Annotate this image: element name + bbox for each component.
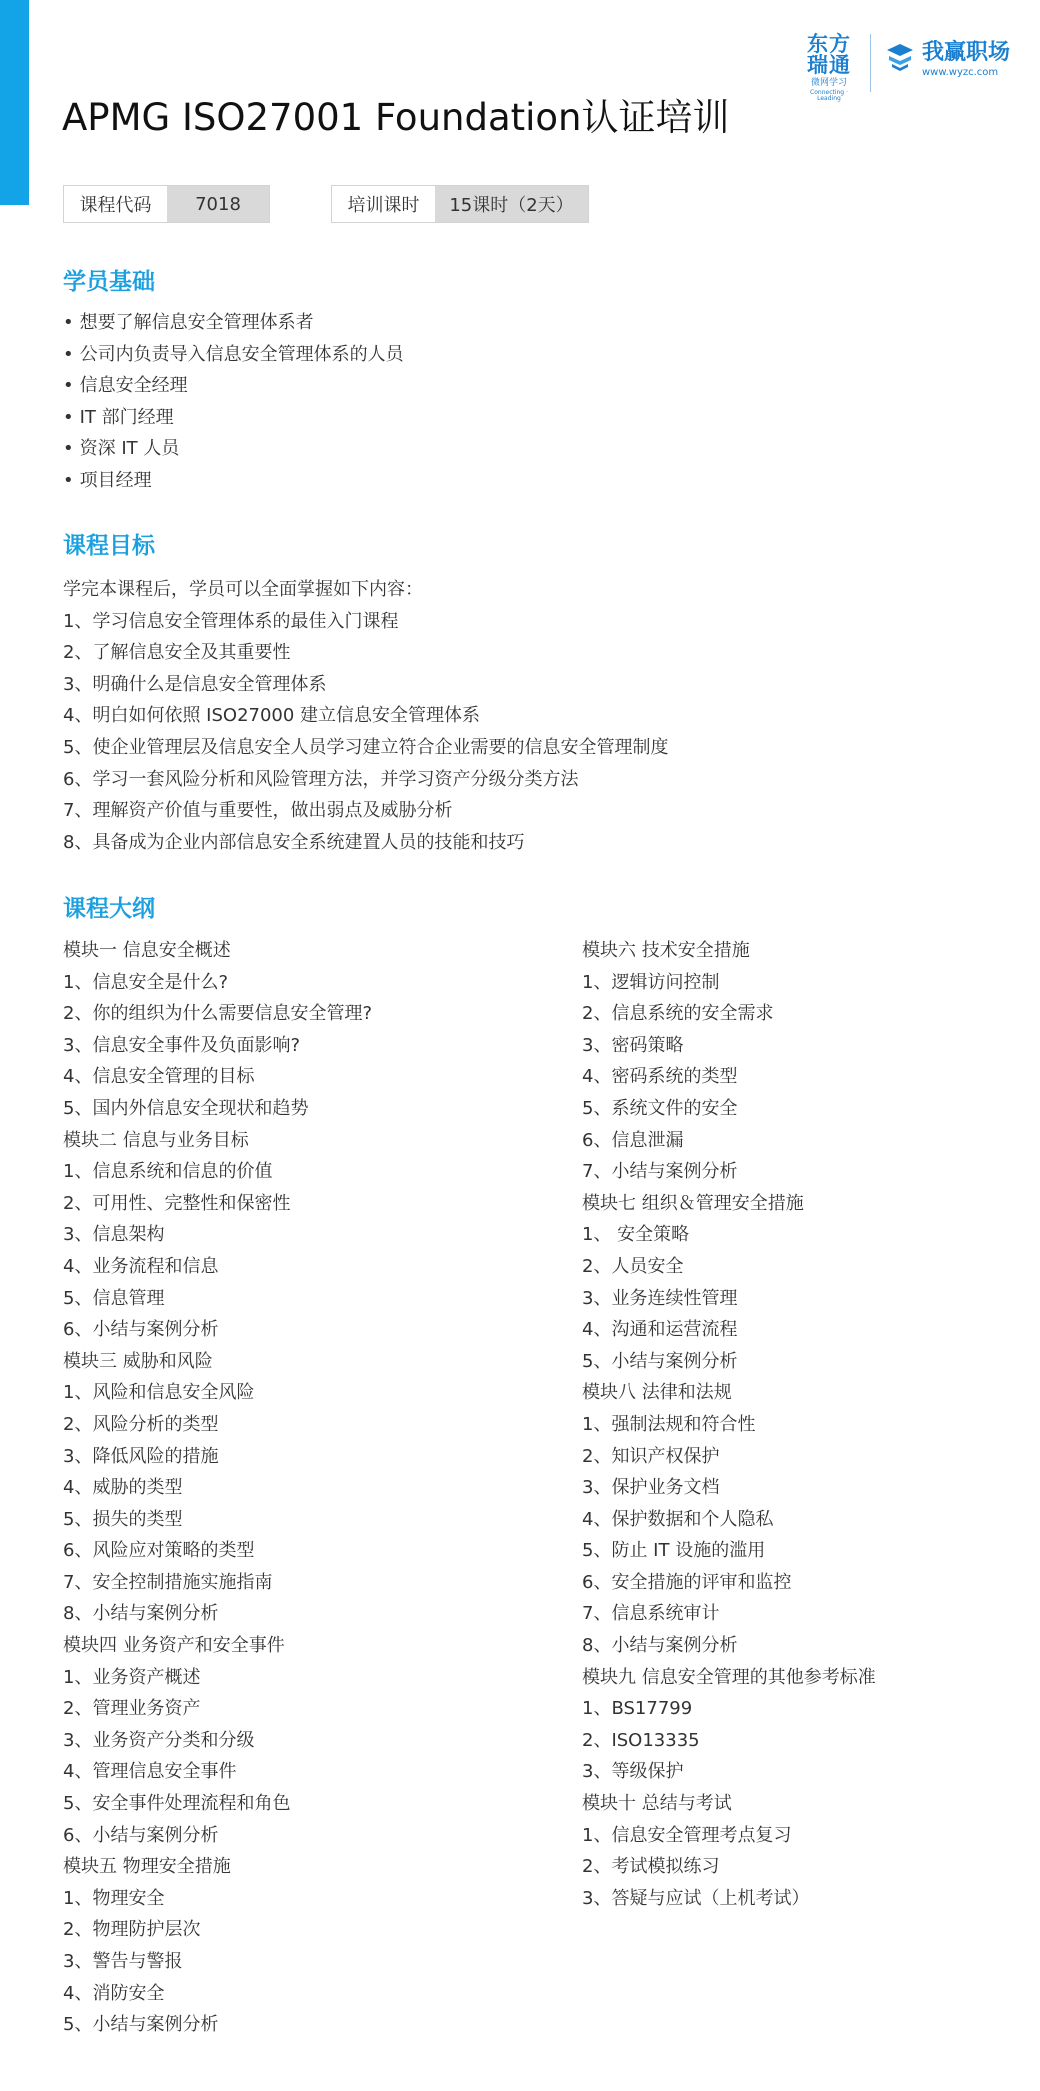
wyzc-logo-text	[922, 34, 1010, 78]
wyzc-logo-name: 我赢职场	[921, 40, 1010, 65]
outline-module-heading: 模块五 物理安全措施	[63, 1856, 231, 1878]
outline-item: 5、防止 IT 设施的滥用	[582, 1540, 766, 1562]
dfrt-logo-line3: 微网学习	[810, 78, 847, 88]
outline-item: 5、系统文件的安全	[582, 1097, 738, 1119]
outline-module-heading: 模块三 威胁和风险	[63, 1350, 213, 1372]
outline-item: 4、信息安全管理的目标	[63, 1066, 255, 1088]
outline-item: 5、信息管理	[63, 1287, 165, 1309]
outline-item: 6、小结与案例分析	[63, 1319, 219, 1341]
course-hours-value: 15课时（2天）	[435, 186, 588, 222]
outline-module-heading: 模块九 信息安全管理的其他参考标准	[582, 1666, 876, 1688]
outline-item: 1、风险和信息安全风险	[63, 1382, 255, 1404]
section-title-goals: 课程目标	[63, 533, 155, 559]
outline-item: 2、ISO13335	[582, 1729, 700, 1751]
outline-left-column	[63, 935, 372, 2041]
list-item: • 信息安全经理	[63, 370, 404, 402]
list-item: • IT 部门经理	[63, 402, 404, 434]
outline-item: 3、信息安全事件及负面影响?	[63, 1034, 301, 1056]
outline-item: 2、信息系统的安全需求	[582, 1003, 774, 1025]
outline-item: 2、管理业务资产	[63, 1698, 201, 1720]
outline-item: 2、人员安全	[582, 1255, 684, 1277]
outline-item: 4、管理信息安全事件	[63, 1761, 237, 1783]
outline-module-heading: 模块八 法律和法规	[582, 1382, 732, 1404]
outline-item: 2、可用性、完整性和保密性	[63, 1192, 291, 1214]
outline-item: 5、小结与案例分析	[63, 2014, 219, 2036]
list-item: 2、了解信息安全及其重要性	[63, 642, 291, 664]
outline-item: 7、小结与案例分析	[582, 1161, 738, 1183]
goals-list	[63, 574, 668, 858]
outline-module-heading: 模块十 总结与考试	[582, 1793, 732, 1815]
goals-intro: 学完本课程后，学员可以全面掌握如下内容：	[63, 579, 423, 600]
course-code-box	[63, 185, 270, 223]
list-item: 4、明白如何依照 ISO27000 建立信息安全管理体系	[63, 705, 481, 727]
logo-divider	[870, 34, 871, 92]
outline-item: 3、警告与警报	[63, 1951, 183, 1972]
outline-item: 4、密码系统的类型	[582, 1066, 738, 1088]
outline-item: 5、国内外信息安全现状和趋势	[63, 1097, 309, 1119]
dfrt-logo-line1: 东方	[806, 32, 851, 56]
outline-item: 7、安全控制措施实施指南	[63, 1571, 273, 1593]
outline-item: 8、小结与案例分析	[582, 1635, 738, 1657]
list-item: • 资深 IT 人员	[63, 433, 404, 465]
page-title: APMG ISO27001 Foundation认证培训	[62, 96, 730, 139]
wyzc-emblem-icon	[883, 40, 917, 74]
section-title-basics: 学员基础	[63, 269, 155, 295]
outline-item: 3、保护业务文档	[582, 1477, 720, 1499]
course-hours-box	[331, 185, 589, 223]
outline-item: 2、风险分析的类型	[63, 1413, 219, 1435]
outline-item: 8、小结与案例分析	[63, 1603, 219, 1625]
outline-item: 6、信息泄漏	[582, 1129, 684, 1151]
outline-item: 3、等级保护	[582, 1761, 684, 1783]
dfrt-logo	[800, 34, 858, 102]
outline-item: 1、物理安全	[63, 1887, 165, 1909]
outline-item: 4、保护数据和个人隐私	[582, 1508, 774, 1530]
list-item: 5、使企业管理层及信息安全人员学习建立符合企业需要的信息安全管理制度	[63, 736, 669, 758]
outline-item: 1、BS17799	[582, 1698, 693, 1720]
list-item: 7、理解资产价值与重要性，做出弱点及威胁分析	[63, 800, 453, 822]
outline-item: 5、小结与案例分析	[582, 1350, 738, 1372]
outline-item: 4、业务流程和信息	[63, 1255, 219, 1277]
list-item: • 公司内负责导入信息安全管理体系的人员	[63, 339, 404, 371]
outline-module-heading: 模块七 组织＆管理安全措施	[582, 1192, 804, 1214]
list-item: 1、学习信息安全管理体系的最佳入门课程	[63, 610, 399, 632]
outline-item: 1、业务资产概述	[63, 1666, 201, 1688]
outline-item: 5、安全事件处理流程和角色	[63, 1793, 291, 1815]
outline-item: 3、降低风险的措施	[63, 1445, 219, 1467]
outline-item: 3、业务资产分类和分级	[63, 1729, 255, 1751]
outline-item: 4、威胁的类型	[63, 1477, 183, 1499]
outline-item: 5、损失的类型	[63, 1508, 183, 1530]
outline-item: 4、沟通和运营流程	[582, 1319, 738, 1341]
list-item: • 想要了解信息安全管理体系者	[63, 307, 404, 339]
outline-item: 1、信息系统和信息的价值	[63, 1161, 273, 1183]
basics-list	[63, 307, 404, 497]
outline-module-heading: 模块二 信息与业务目标	[63, 1129, 249, 1151]
outline-item: 2、考试模拟练习	[582, 1856, 720, 1878]
section-title-outline: 课程大纲	[63, 896, 155, 922]
outline-item: 1、信息安全管理考点复习	[582, 1824, 792, 1846]
outline-item: 3、业务连续性管理	[582, 1287, 738, 1309]
logo-group	[800, 34, 1010, 102]
outline-item: 1、信息安全是什么?	[63, 971, 229, 993]
list-item: 3、明确什么是信息安全管理体系	[63, 673, 327, 695]
wyzc-logo	[883, 34, 1010, 78]
outline-item: 3、信息架构	[63, 1224, 165, 1246]
course-code-label: 课程代码	[64, 186, 167, 222]
outline-item: 2、物理防护层次	[63, 1919, 201, 1941]
course-hours-label: 培训课时	[332, 186, 435, 222]
outline-item: 6、安全措施的评审和监控	[582, 1571, 792, 1593]
list-item: 6、学习一套风险分析和风险管理方法，并学习资产分级分类方法	[63, 768, 579, 790]
outline-module-heading: 模块四 业务资产和安全事件	[63, 1635, 285, 1657]
outline-item: 3、密码策略	[582, 1034, 684, 1056]
outline-item: 1、强制法规和符合性	[582, 1413, 756, 1435]
outline-item: 2、你的组织为什么需要信息安全管理?	[63, 1003, 373, 1025]
dfrt-logo-line2: 瑞通	[806, 53, 851, 77]
dfrt-logo-line4: Connecting · Leading	[810, 89, 848, 102]
outline-item: 1、 安全策略	[582, 1224, 690, 1246]
outline-item: 4、消防安全	[63, 1982, 165, 2004]
outline-item: 6、小结与案例分析	[63, 1824, 219, 1846]
outline-right-column	[582, 935, 876, 1914]
list-item: 8、具备成为企业内部信息安全系统建置人员的技能和技巧	[63, 831, 525, 853]
list-item: • 项目经理	[63, 465, 404, 497]
outline-item: 3、答疑与应试（上机考试）	[582, 1887, 810, 1909]
outline-item: 6、风险应对策略的类型	[63, 1540, 255, 1562]
wyzc-logo-url: www.wyzc.com	[921, 67, 999, 78]
outline-module-heading: 模块六 技术安全措施	[582, 940, 750, 961]
outline-module-heading: 模块一 信息安全概述	[63, 940, 231, 961]
accent-bar	[0, 0, 29, 205]
outline-item: 1、逻辑访问控制	[582, 971, 720, 993]
outline-item: 2、知识产权保护	[582, 1445, 720, 1467]
course-code-value: 7018	[167, 186, 269, 222]
outline-item: 7、信息系统审计	[582, 1603, 720, 1625]
